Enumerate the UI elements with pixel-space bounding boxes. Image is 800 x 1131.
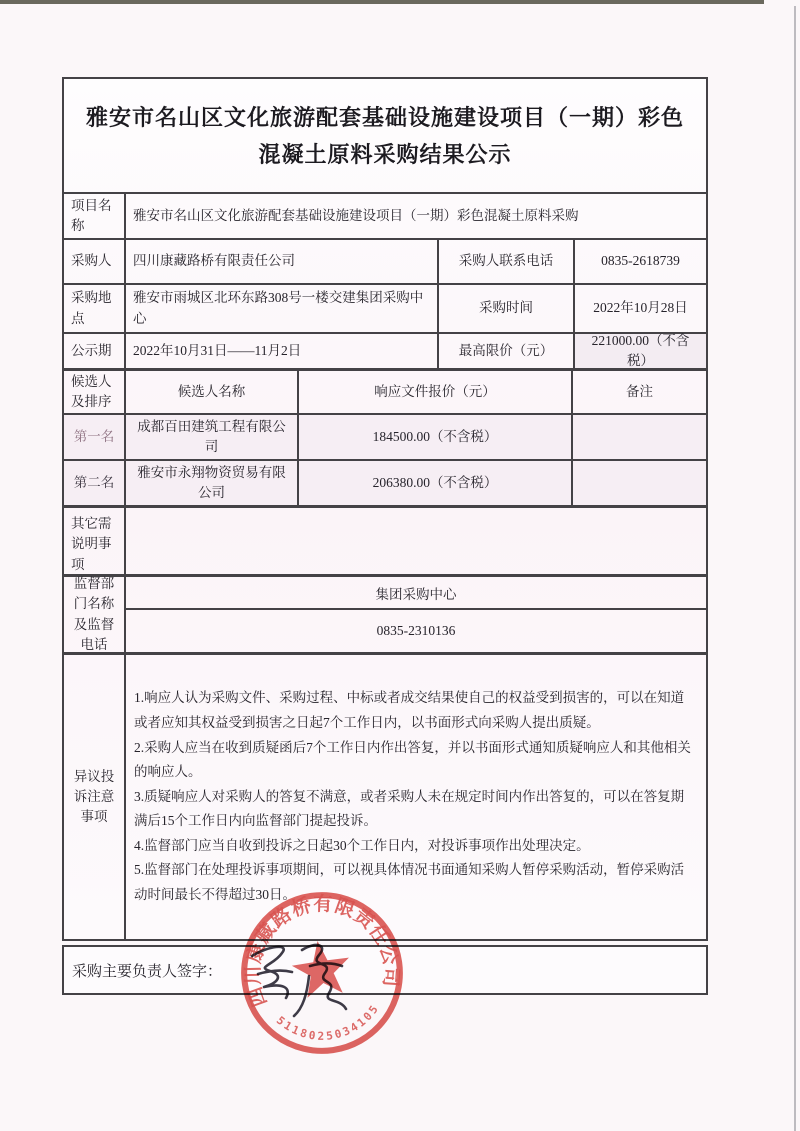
candidate-1-remark [571, 415, 706, 459]
price-limit-value: 221000.00（不含税） [573, 334, 706, 368]
handwritten-signature [246, 926, 354, 1018]
objection-item-4: 4.监督部门应当自收到投诉之日起30个工作日内，对投诉事项作出处理决定。 [134, 837, 590, 853]
supervision-label: 监督部门名称及监督电话 [73, 576, 115, 652]
objection-item-2: 2.采购人应当在收到质疑函后7个工作日内作出答复，并以书面形式通知质疑响应人和其他相关的响应人。 [134, 739, 691, 780]
buyer-row [64, 238, 706, 283]
candidate-2-rank: 第二名 [73, 474, 115, 490]
project-name-label: 项目名称 [71, 197, 112, 233]
other-notes-label: 其它需说明事项 [71, 516, 112, 572]
candidate-1-name: 成都百田建筑工程有限公司 [124, 415, 297, 459]
purchase-time-value: 2022年10月28日 [573, 285, 706, 332]
location-value: 雅安市雨城区北环东路308号一楼交建集团采购中心 [124, 285, 437, 332]
other-notes-value [124, 508, 706, 574]
candidate-row-1 [64, 413, 706, 459]
project-name-value: 雅安市名山区文化旅游配套基础设施建设项目（一期）彩色混凝土原料采购 [124, 194, 706, 238]
objection-item-3: 3.质疑响应人对采购人的答复不满意，或者采购人未在规定时间内作出答复的，可以在答复期满后15个工作日内向监督部门提起投诉。 [134, 788, 685, 829]
publicity-value: 2022年10月31日——11月2日 [124, 334, 437, 368]
title-row [64, 79, 706, 192]
objection-label: 异议投诉注意事项 [73, 768, 115, 825]
signature-label: 采购主要负责人签字： [72, 963, 223, 980]
page-title-line2: 混凝土原料采购结果公示 [258, 141, 512, 167]
location-label: 采购地点 [71, 290, 112, 326]
purchase-time-label: 采购时间 [437, 285, 573, 332]
publicity-row [64, 332, 706, 368]
scan-edge-artifact-right [794, 6, 796, 1131]
supervision-department: 集团采购中心 [126, 577, 706, 610]
candidate-remark-header: 备注 [571, 371, 706, 413]
candidate-name-header: 候选人名称 [124, 371, 297, 413]
page-title-line1: 雅安市名山区文化旅游配套基础设施建设项目（一期）彩色 [85, 104, 684, 130]
buyer-contact-value: 0835-2618739 [573, 240, 706, 283]
location-row [64, 283, 706, 332]
objection-item-1: 1.响应人认为采购文件、采购过程、中标或者成交结果使自己的权益受到损害的，可以在知道或者应知其权益受到损害之日起7个工作日内，以书面形式向采购人提出质疑。 [134, 690, 685, 731]
seal-serial-number: 5118025034105 [273, 1001, 383, 1043]
candidates-header-row [64, 368, 706, 413]
candidate-price-header: 响应文件报价（元） [297, 371, 571, 413]
buyer-value: 四川康藏路桥有限责任公司 [124, 240, 437, 283]
buyer-contact-label: 采购人联系电话 [437, 240, 573, 283]
candidate-1-price: 184500.00（不含税） [297, 415, 571, 459]
objection-text [124, 655, 706, 939]
page-title [64, 99, 706, 173]
publicity-label: 公示期 [71, 342, 112, 358]
candidate-row-2 [64, 459, 706, 505]
other-notes-row [64, 505, 706, 574]
project-name-row [64, 192, 706, 238]
buyer-label: 采购人 [71, 253, 112, 269]
candidate-2-price: 206380.00（不含税） [297, 461, 571, 505]
candidate-2-name: 雅安市永翔物资贸易有限公司 [124, 461, 297, 505]
supervision-row [64, 574, 706, 652]
candidate-2-remark [571, 461, 706, 505]
candidate-1-rank: 第一名 [73, 428, 115, 444]
seal-company-text: 四川康藏路桥有限责任公司 [243, 894, 402, 1010]
supervision-values [124, 577, 706, 652]
announcement-table [62, 77, 708, 941]
price-limit-label: 最高限价（元） [437, 334, 573, 368]
candidates-header-label: 候选人及排序 [71, 373, 112, 409]
objection-item-5: 5.监督部门在处理投诉事项期间，可以视具体情况书面通知采购人暂停采购活动，暂停采购活动时间最长不得超过30日。 [134, 862, 685, 902]
supervision-phone: 0835-2310136 [376, 622, 456, 638]
scan-edge-artifact-top [0, 0, 764, 4]
